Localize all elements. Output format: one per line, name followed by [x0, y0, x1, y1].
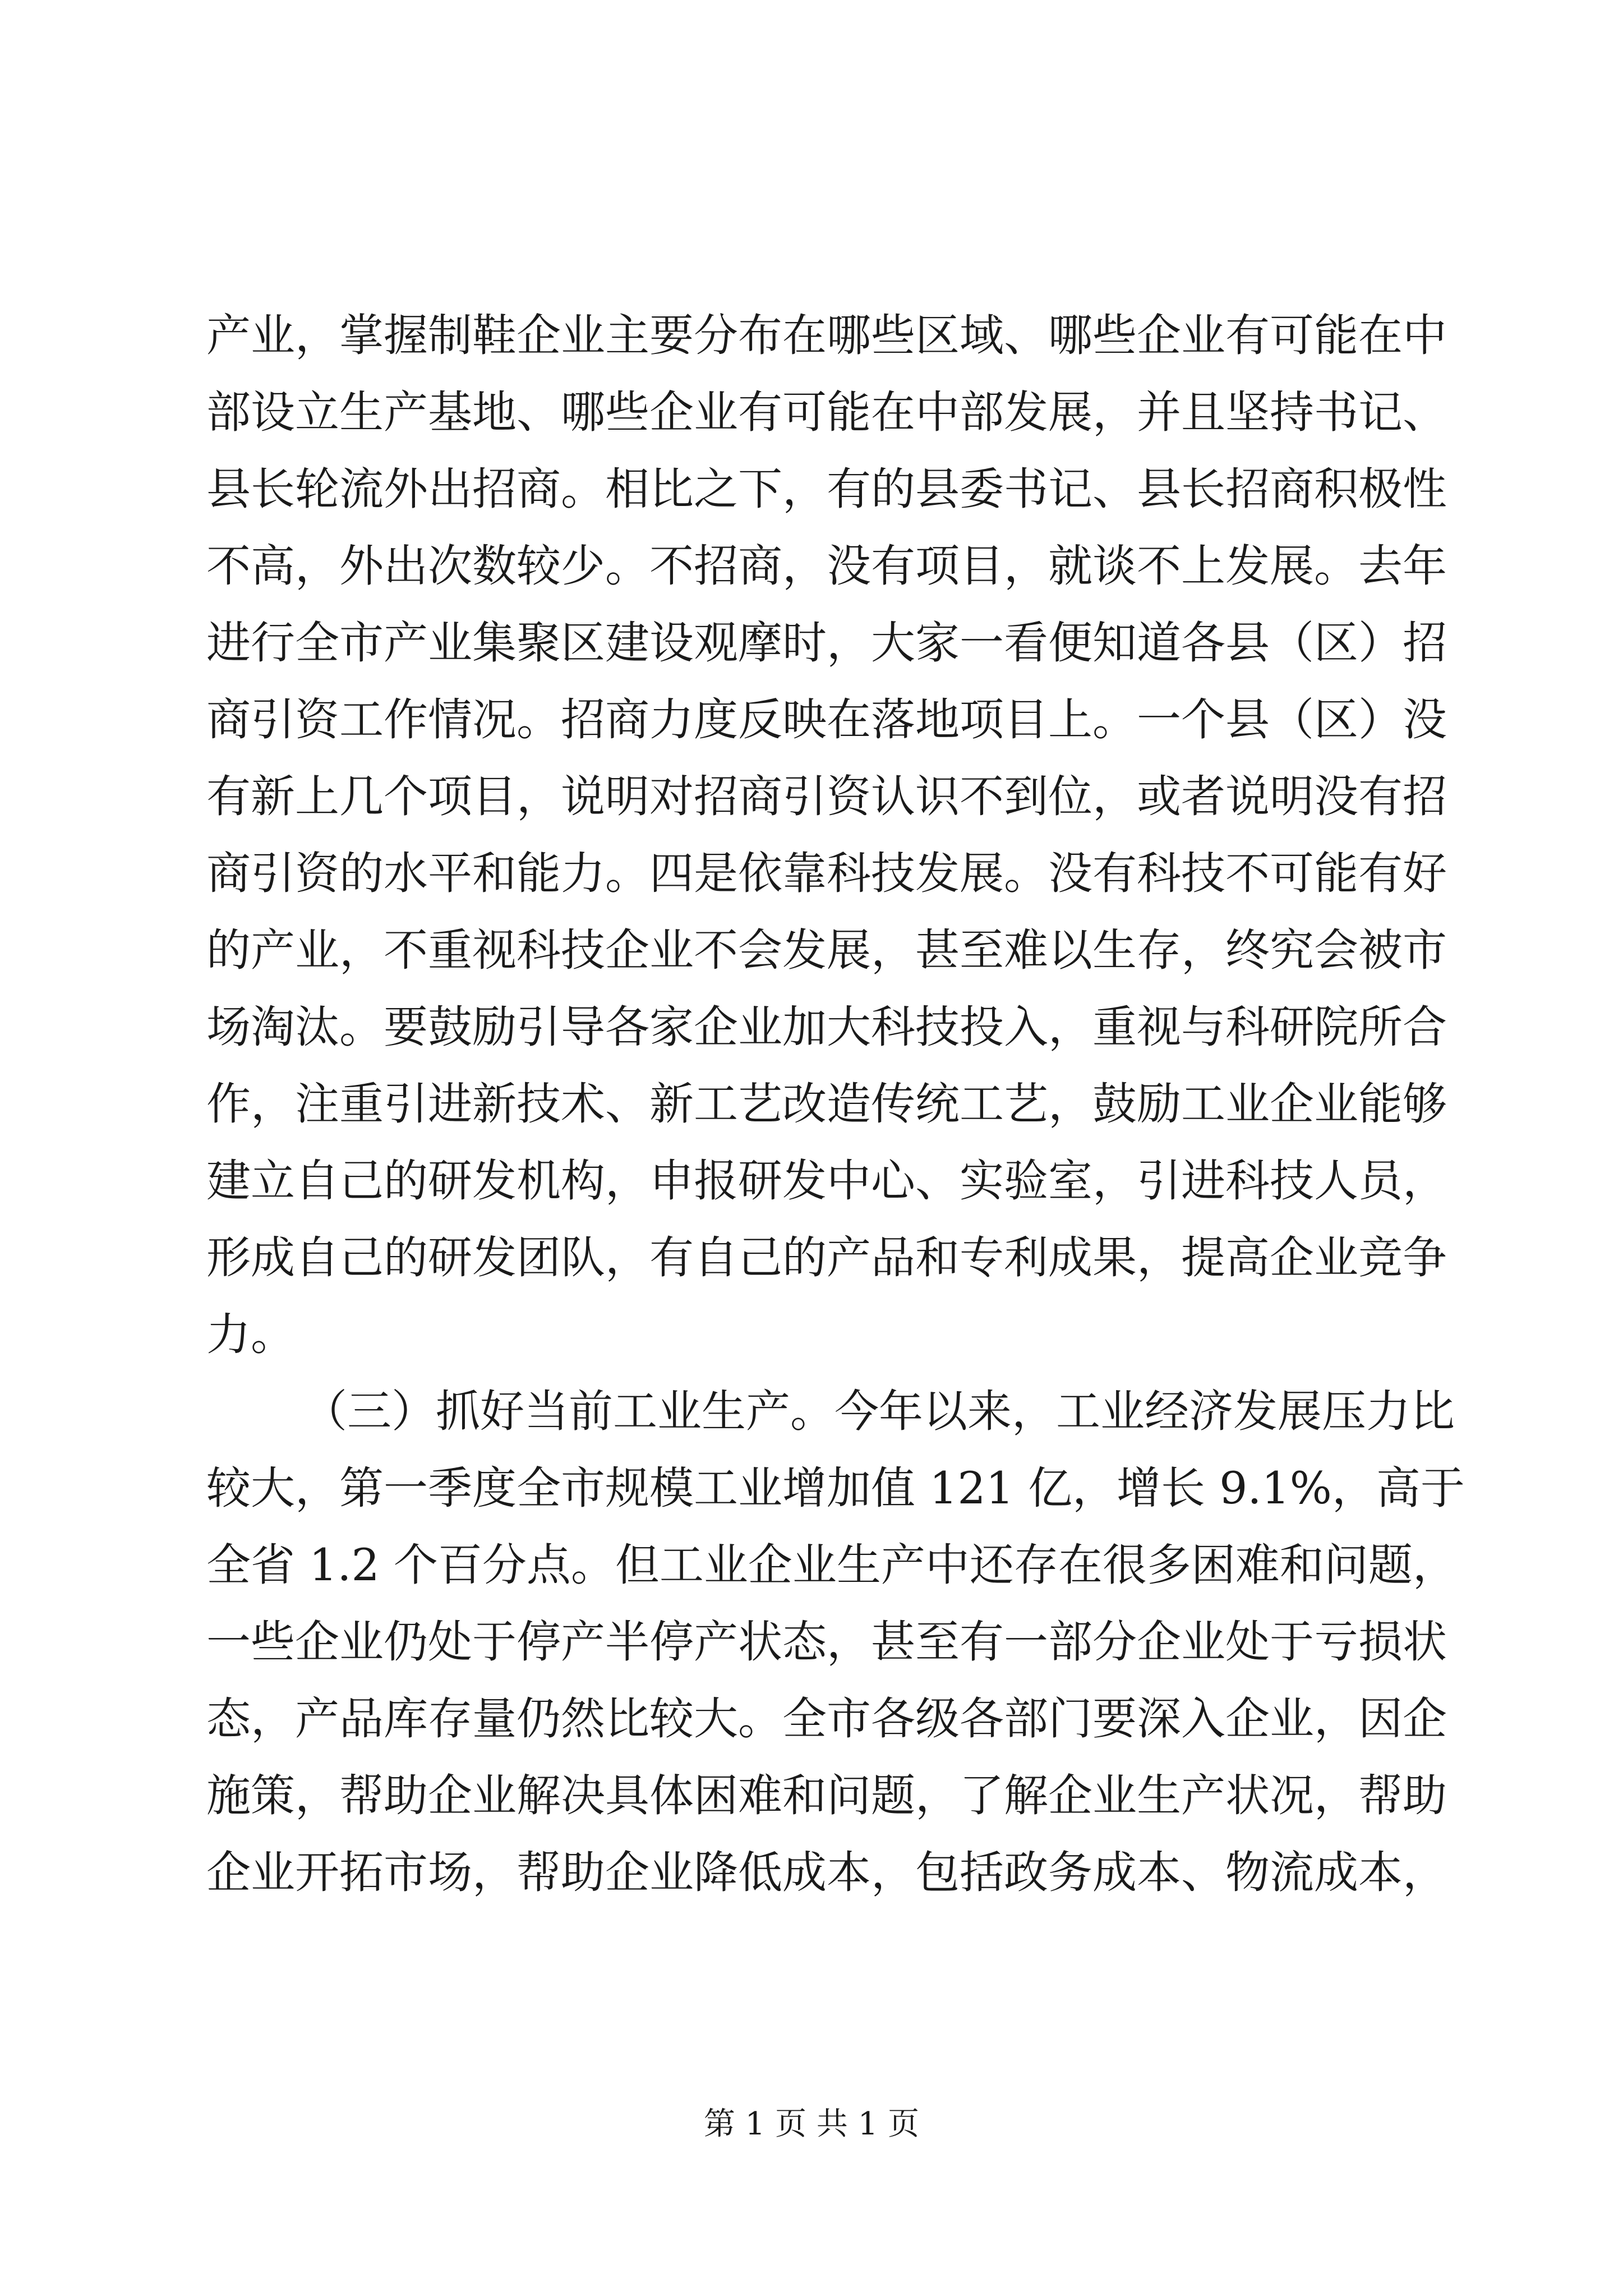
text-line: 部设立生产基地、哪些企业有可能在中部发展，并且坚持书记、: [206, 386, 1447, 438]
text-line: 态，产品库存量仍然比较大。全市各级各部门要深入企业，因企: [206, 1693, 1447, 1745]
text-line: 力。: [206, 1309, 295, 1360]
text-line: 进行全市产业集聚区建设观摩时，大家一看便知道各县（区）招: [206, 617, 1447, 669]
text-line: 有新上几个项目，说明对招商引资认识不到位，或者说明没有招: [206, 771, 1447, 822]
text-line: 一些企业仍处于停产半停产状态，甚至有一部分企业处于亏损状: [206, 1616, 1447, 1668]
text-line: 施策，帮助企业解决具体困难和问题，了解企业生产状况，帮助: [206, 1770, 1447, 1821]
page-footer: 第 1 页 共 1 页: [703, 2106, 920, 2142]
section-heading-line: （三）抓好当前工业生产。今年以来，工业经济发展压力比: [303, 1386, 1455, 1437]
text-line: 不高，外出次数较少。不招商，没有项目，就谈不上发展。去年: [206, 540, 1447, 592]
text-line: 商引资工作情况。招商力度反映在落地项目上。一个县（区）没: [206, 694, 1447, 746]
text-line: 形成自己的研发团队，有自己的产品和专利成果，提高企业竞争: [206, 1232, 1447, 1283]
document-body: [206, 297, 1465, 1911]
text-line: 的产业，不重视科技企业不会发展，甚至难以生存，终究会被市: [206, 924, 1447, 976]
text-line: 较大，第一季度全市规模工业增加值 121 亿，增长 9.1%，高于: [206, 1462, 1465, 1514]
text-line: 商引资的水平和能力。四是依靠科技发展。没有科技不可能有好: [206, 848, 1447, 899]
text-line: 作，注重引进新技术、新工艺改造传统工艺，鼓励工业企业能够: [206, 1078, 1447, 1130]
text-line: 建立自己的研发机构，申报研发中心、实验室，引进科技人员，: [206, 1155, 1447, 1207]
text-line: 产业，掌握制鞋企业主要分布在哪些区域、哪些企业有可能在中: [206, 310, 1447, 361]
text-line: 企业开拓市场，帮助企业降低成本，包括政务成本、物流成本，: [206, 1847, 1447, 1898]
text-line: 全省 1.2 个百分点。但工业企业生产中还存在很多困难和问题，: [206, 1539, 1457, 1591]
text-line: 县长轮流外出招商。相比之下，有的县委书记、县长招商积极性: [206, 463, 1447, 515]
text-line: 场淘汰。要鼓励引导各家企业加大科技投入，重视与科研院所合: [206, 1001, 1447, 1053]
